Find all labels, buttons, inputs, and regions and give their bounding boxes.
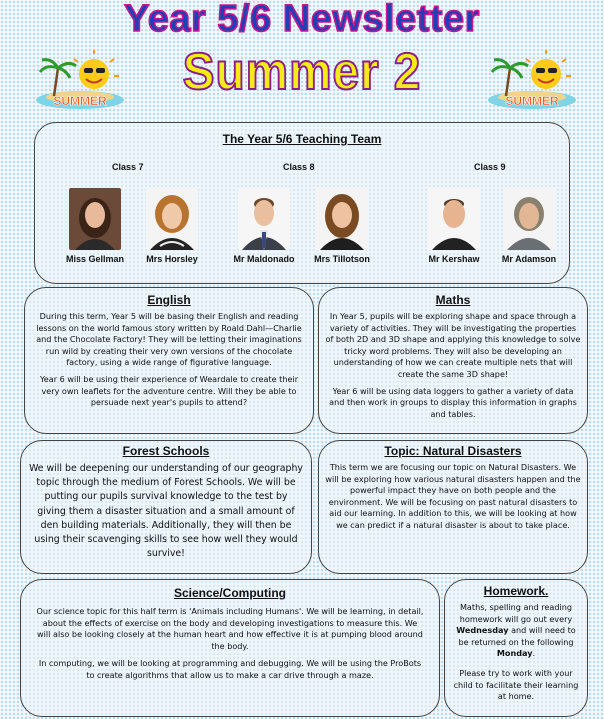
class-label-8: Class 8 xyxy=(283,162,315,172)
staff-photo xyxy=(146,188,198,250)
staff-name: Miss Gellman xyxy=(65,254,125,264)
homework-paragraph-2: Please try to work with your child to facilitate their learning at home. xyxy=(453,667,579,702)
maths-box xyxy=(318,287,588,434)
english-box xyxy=(24,287,314,434)
maths-paragraph-1: In Year 5, pupils will be exploring shape and space through a variety of activities. They will be investigating the properties of both 2D and 3D shape and applying this knowledge to solve tricky word problems. They will also be developing an understanding of how we can create multiple nets that will create the same 3D shape! xyxy=(325,311,581,379)
staff-name: Mrs Horsley xyxy=(146,254,198,264)
maths-heading: Maths xyxy=(435,293,471,307)
staff-photo xyxy=(69,188,121,250)
topic-heading: Topic: Natural Disasters xyxy=(384,444,522,458)
staff-name: Mr Maldonado xyxy=(233,254,295,264)
maths-paragraph-2: Year 6 will be using data loggers to gather a variety of data and then work in groups to display this information in graphs and tables. xyxy=(329,385,577,419)
science-paragraph-2: In computing, we will be looking at programming and debugging. We will be using the ProBots to create algorithms that allow us to make a car drive through a maze. xyxy=(38,658,422,680)
staff-card xyxy=(304,188,380,264)
staff-photo xyxy=(316,188,368,250)
forest-paragraph-1: We will be deepening our understanding of our geography topic through the medium of Forest Schools. We will be putting our pupils survival knowledge to the test by giving them a disaster situation and a small amount of den building materials. Additionally, they will then be using their scavenging skills to see how well they would survive! xyxy=(29,463,303,560)
homework-day-wednesday: Wednesday xyxy=(456,625,509,636)
staff-card xyxy=(60,188,130,264)
forest-heading: Forest Schools xyxy=(122,444,210,458)
newsletter-title: Year 5/6 Newsletter xyxy=(124,0,480,40)
staff-name: Mr Adamson xyxy=(501,254,557,264)
english-paragraph-2: Year 6 will be using their experience of Weardale to create their very own leaflets for the adventure centre. Will they be able to persuade next year's pupils to attend? xyxy=(39,373,299,408)
homework-day-monday: Monday xyxy=(496,648,533,659)
science-paragraph-1: Our science topic for this half term is 'Animals including Humans'. We will be learning, in detail, about the effects of exercise on the body and developing investigations to measure this. We will also be looking closely at the human heart and how effective it is at pumping blood around the body. xyxy=(36,606,424,651)
homework-box xyxy=(444,579,588,717)
science-computing-box xyxy=(20,579,440,717)
english-heading: English xyxy=(147,293,191,307)
staff-name: Mrs Tillotson xyxy=(314,254,370,264)
staff-photo xyxy=(503,188,555,250)
staff-name: Mr Kershaw xyxy=(428,254,480,264)
logo-text: SUMMER xyxy=(53,94,107,108)
staff-photo xyxy=(238,188,290,250)
homework-paragraph-1: Maths, spelling and reading homework will go out every Wednesday and will need to be returned on the following Monday. xyxy=(456,602,576,659)
science-heading: Science/Computing xyxy=(173,586,286,600)
team-heading: The Year 5/6 Teaching Team xyxy=(222,132,382,146)
summer-logo-left xyxy=(34,50,126,110)
forest-schools-box xyxy=(20,440,312,574)
staff-photo xyxy=(428,188,480,250)
homework-heading: Homework. xyxy=(483,584,549,598)
newsletter-subtitle: Summer 2 xyxy=(182,43,422,101)
class-label-9: Class 9 xyxy=(474,162,506,172)
staff-card xyxy=(494,188,564,264)
staff-card xyxy=(420,188,488,264)
staff-card xyxy=(137,188,207,264)
topic-box xyxy=(318,440,588,574)
topic-paragraph-1: This term we are focusing our topic on Natural Disasters. We will be exploring how various natural disasters happen and the powerful impact they have on both people and the environment. We will be focusing on past natural disasters to aid our learning. In addition to this, we will be looking at how we can predict if a natural disaster is about to take place. xyxy=(325,462,581,530)
english-paragraph-1: During this term, Year 5 will be basing their English and reading lessons on the world famous story written by Roald Dahl—Charlie and the Chocolate Factory! They will be letting their imaginations run wild by creating their very own versions of the chocolate factory, using a wide range of figurative language. xyxy=(36,311,302,368)
staff-card xyxy=(228,188,300,264)
class-label-7: Class 7 xyxy=(112,162,144,172)
summer-logo-right xyxy=(486,50,578,110)
logo-text: SUMMER xyxy=(505,94,559,108)
